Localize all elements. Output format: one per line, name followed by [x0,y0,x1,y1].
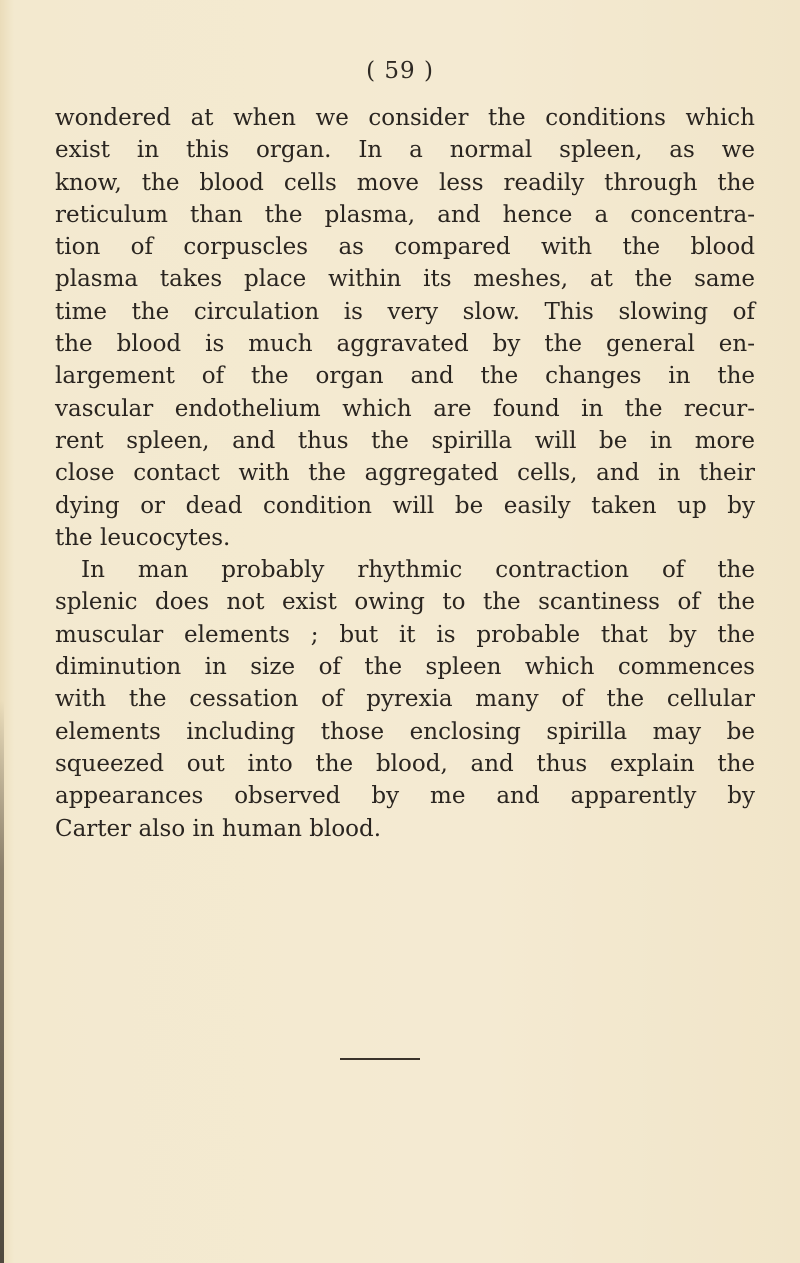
text-line: exist in this organ. In a normal spleen, as we [55,137,755,164]
text-line: reticulum than the plasma, and hence a concentra- [55,201,755,228]
paragraph-1 [55,102,755,554]
text-line: the leucocytes. [55,524,231,551]
text-line: largement of the organ and the changes in the [55,363,755,390]
text-line: close contact with the aggregated cells, and in their [55,460,755,487]
text-line: plasma takes place within its meshes, at the same [55,266,755,293]
text-line: squeezed out into the blood, and thus explain the [55,750,755,777]
text-line: elements including those enclosing spirilla may be [55,718,755,745]
text-line: splenic does not exist owing to the scantiness of the [55,589,755,616]
text-line: Carter also in human blood. [55,815,382,842]
text-line: with the cessation of pyrexia many of the cellular [55,686,755,713]
text-line: know, the blood cells move less readily through the [55,169,755,196]
text-line: In man probably rhythmic contraction of the [81,557,755,584]
page-number: ( 59 ) [366,58,434,84]
text-line: muscular elements ; but it is probable that by the [55,621,755,648]
text-line: rent spleen, and thus the spirilla will be in more [55,427,755,454]
paragraph-2 [55,554,755,845]
binding-edge [0,700,4,1263]
body-text [55,102,755,845]
text-line: time the circulation is very slow. This slowing of [55,298,755,325]
text-line: the blood is much aggravated by the general en- [55,331,755,358]
text-line: wondered at when we consider the conditions which [55,105,755,131]
text-line: appearances observed by me and apparently by [55,783,755,810]
section-divider-rule [340,1058,420,1060]
text-line: vascular endothelium which are found in the recur- [55,395,755,422]
text-line: diminution in size of the spleen which commences [55,654,755,681]
text-line: tion of corpuscles as compared with the blood [55,234,755,261]
text-line: dying or dead condition will be easily taken up by [55,492,755,519]
